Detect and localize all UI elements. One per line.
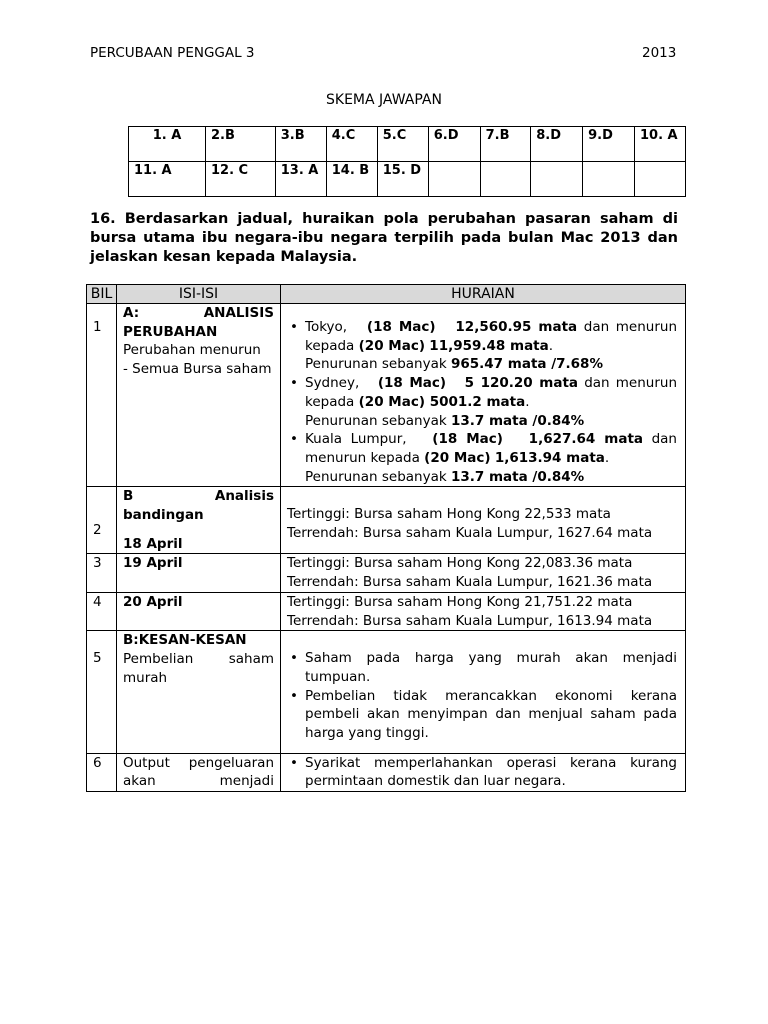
question-16: 16. Berdasarkan jadual, huraikan pola perubahan pasaran saham di bursa utama ibu negara-ibu negara terpilih pada bulan Mac 2013 dan jelaskan kesan kepada Malaysia. — [90, 211, 678, 265]
lowest-text: Terrendah: Bursa saham Kuala Lumpur, 1621.36 mata — [287, 574, 653, 591]
isi-cell — [117, 487, 281, 554]
answer-cell: 1. A — [129, 127, 206, 162]
answer-cell: 3.B — [275, 127, 326, 162]
isi-cell — [117, 304, 281, 487]
header-year: 2013 — [642, 45, 677, 61]
isi-heading: B Analisis — [123, 488, 274, 505]
answer-key-table — [128, 126, 686, 197]
row-number: 4 — [87, 592, 117, 630]
row-number: 2 — [87, 487, 117, 554]
answer-cell — [635, 162, 686, 197]
answer-cell — [480, 162, 531, 197]
lowest-text: Terrendah: Bursa saham Kuala Lumpur, 1613.94 mata — [287, 612, 653, 629]
answer-key-row — [129, 162, 686, 197]
answer-cell: 14. B — [326, 162, 377, 197]
row-number: 5 — [87, 631, 117, 754]
list-item: • Saham pada harga yang murah akan menjadi tumpuan. — [305, 649, 677, 686]
table-row — [87, 304, 686, 487]
isi-cell: Output pengeluaran akan menjadi — [117, 753, 281, 791]
header-huraian: HURAIAN — [281, 285, 686, 304]
answer-table — [86, 284, 686, 792]
bullet-list — [305, 318, 677, 486]
table-row — [87, 554, 686, 592]
isi-heading: A: ANALISIS — [123, 305, 274, 321]
answer-cell: 9.D — [583, 127, 635, 162]
isi-date: 19 April — [123, 555, 183, 572]
highest-text: Tertinggi: Bursa saham Hong Kong 22,083.36 mata — [287, 555, 633, 572]
lowest-text: Terrendah: Bursa saham Kuala Lumpur, 1627.64 mata — [287, 525, 653, 542]
isi-dash: - Semua Bursa saham — [123, 361, 272, 378]
huraian-cell — [281, 631, 686, 754]
answer-cell: 7.B — [480, 127, 531, 162]
isi-date: 18 April — [123, 535, 183, 552]
list-item: • Pembelian tidak merancakkan ekonomi kerana pembeli akan menyimpan dan menjual saham pada harga yang tinggi. — [305, 687, 677, 743]
answer-cell — [583, 162, 635, 197]
bullet-list — [305, 649, 677, 743]
answer-cell: 5.C — [377, 127, 428, 162]
huraian-cell — [281, 487, 686, 554]
row-number: 3 — [87, 554, 117, 592]
huraian-cell — [281, 554, 686, 592]
list-item: • Kuala Lumpur, (18 Mac) 1,627.64 mata dan menurun kepada (20 Mac) 1,613.94 mata. Penurunan sebanyak 13.7 mata /0.84% — [305, 430, 677, 486]
answer-cell: 12. C — [206, 162, 276, 197]
isi-cell — [117, 554, 281, 592]
isi-text: Pembelian saham murah — [123, 650, 274, 686]
isi-text: Perubahan menurun — [123, 342, 261, 359]
isi-heading: bandingan — [123, 507, 204, 524]
answer-cell: 13. A — [275, 162, 326, 197]
table-header-row — [87, 285, 686, 304]
table-row — [87, 487, 686, 554]
list-item: • Syarikat memperlahankan operasi kerana kurang permintaan domestik dan luar negara. — [305, 754, 677, 791]
answer-cell: 10. A — [635, 127, 686, 162]
table-row — [87, 753, 686, 791]
isi-cell — [117, 631, 281, 754]
header-left: PERCUBAAN PENGGAL 3 — [90, 45, 255, 61]
table-row — [87, 631, 686, 754]
huraian-cell — [281, 753, 686, 791]
answer-cell: 4.C — [326, 127, 377, 162]
answer-cell: 15. D — [377, 162, 428, 197]
list-item: • Tokyo, (18 Mac) 12,560.95 mata dan menurun kepada (20 Mac) 11,959.48 mata. Penurunan sebanyak 965.47 mata /7.68% — [305, 318, 677, 374]
row-number: 6 — [87, 753, 117, 791]
answer-key-row — [129, 127, 686, 162]
answer-cell — [531, 162, 583, 197]
answer-cell — [428, 162, 480, 197]
header-isi: ISI-ISI — [117, 285, 281, 304]
row-number: 1 — [87, 304, 117, 487]
answer-cell: 2.B — [206, 127, 276, 162]
isi-date: 20 April — [123, 593, 183, 610]
table-row — [87, 592, 686, 630]
highest-text: Tertinggi: Bursa saham Hong Kong 22,533 mata — [287, 506, 611, 523]
huraian-cell — [281, 304, 686, 487]
highest-text: Tertinggi: Bursa saham Hong Kong 21,751.22 mata — [287, 593, 633, 610]
bullet-list — [305, 754, 677, 791]
page-title: SKEMA JAWAPAN — [326, 92, 442, 108]
isi-cell — [117, 592, 281, 630]
list-item: • Sydney, (18 Mac) 5 120.20 mata dan menurun kepada (20 Mac) 5001.2 mata. Penurunan sebanyak 13.7 mata /0.84% — [305, 374, 677, 430]
answer-cell: 11. A — [129, 162, 206, 197]
header-bil: BIL — [87, 285, 117, 304]
isi-heading: PERUBAHAN — [123, 323, 218, 340]
answer-cell: 6.D — [428, 127, 480, 162]
huraian-cell — [281, 592, 686, 630]
isi-heading: B:KESAN-KESAN — [123, 632, 247, 649]
answer-cell: 8.D — [531, 127, 583, 162]
